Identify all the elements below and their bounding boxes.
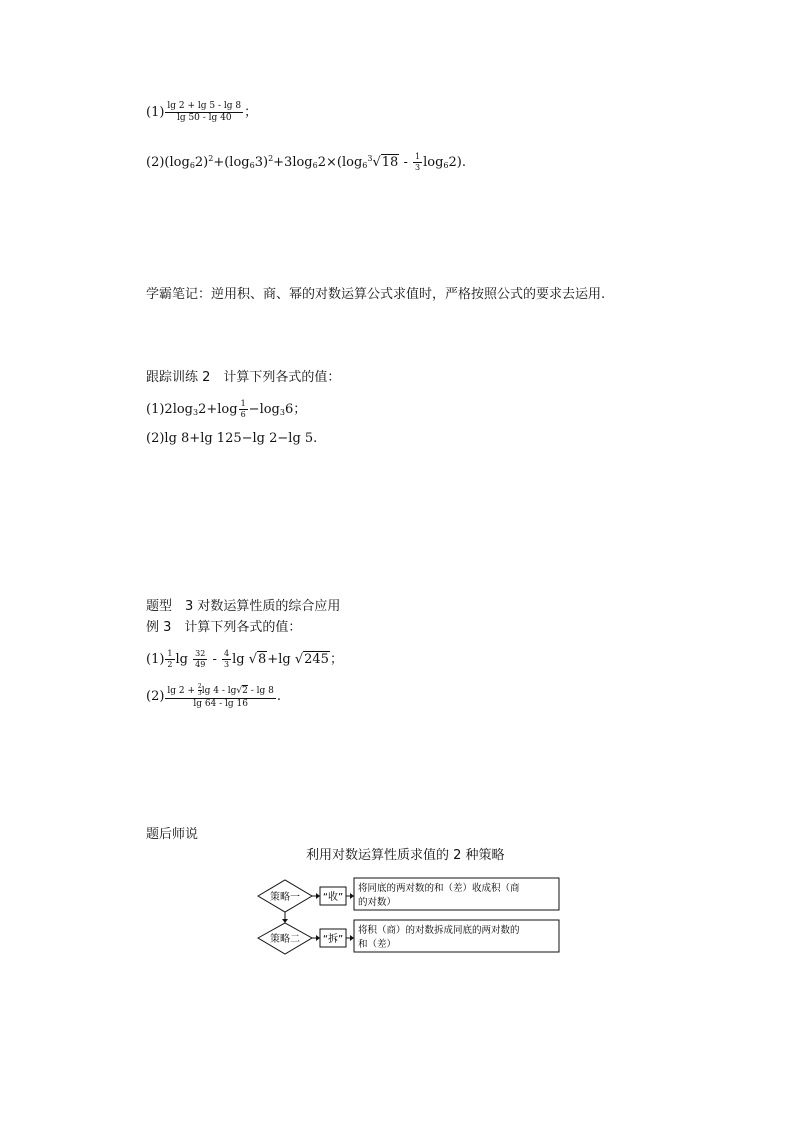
log-base: 3 xyxy=(193,408,199,417)
exponent: 2 xyxy=(208,154,214,163)
example-3-item-1 xyxy=(146,650,343,669)
arrow-3-head xyxy=(316,935,320,941)
strategy-1-label: 策略一 xyxy=(270,892,300,903)
expr-part: 2+log xyxy=(198,402,238,417)
strategy-title: 利用对数运算性质求值的 2 种策略 xyxy=(306,848,505,863)
radical: √18 xyxy=(372,155,399,170)
arrow-1-head xyxy=(316,893,320,899)
example-3-title: 例 3 计算下列各式的值： xyxy=(146,620,302,635)
connector-head xyxy=(282,919,288,923)
expr-part: +3log xyxy=(273,155,313,170)
log-base: 6 xyxy=(312,161,318,170)
expr-part: - lg 8 xyxy=(247,686,274,696)
log-base: 6 xyxy=(249,161,255,170)
item-label: (1) xyxy=(146,402,165,417)
numerator: 1 xyxy=(167,649,173,658)
section-3-title: 题型 3 对数运算性质的综合应用 xyxy=(146,599,341,614)
fraction xyxy=(222,650,231,669)
denominator: 2 xyxy=(167,660,173,669)
expr-part: +lg xyxy=(267,652,295,667)
expr-part: 2) xyxy=(194,155,209,170)
problem-1-item-2 xyxy=(146,151,466,174)
item-label: (1) xyxy=(146,652,165,667)
denominator: 3 xyxy=(197,690,202,697)
expr-part: +(log xyxy=(213,155,250,170)
denominator: lg 50 - lg 40 xyxy=(176,113,232,123)
numerator: 2 xyxy=(197,683,202,690)
expr-part: 6； xyxy=(284,402,307,417)
numerator: lg 2 + lg 5 - lg 8 xyxy=(167,101,242,111)
practice-2-item-2: (2)lg 8+lg 125−lg 2−lg 5. xyxy=(146,431,318,446)
action-2-label: “拆” xyxy=(322,934,344,945)
expr-part: (log xyxy=(164,155,190,170)
expr-part: - xyxy=(208,652,221,667)
expr-part: lg 4 - lg xyxy=(201,686,237,696)
fraction xyxy=(413,153,422,172)
study-note: 学霸笔记：逆用积、商、幂的对数运算公式求值时，严格按照公式的要求去运用. xyxy=(146,287,606,302)
expr-part: 3) xyxy=(254,155,269,170)
numerator: 1 xyxy=(414,152,421,161)
arrow-4-head xyxy=(350,935,354,941)
strategy-diagram xyxy=(250,874,570,958)
expr-part: lg xyxy=(175,652,193,667)
action-1-label: “收” xyxy=(322,892,344,903)
desc-2-line-2: 和（差） xyxy=(358,939,397,950)
item-label: (1) xyxy=(146,105,165,120)
arrow-2-head xyxy=(350,893,354,899)
numerator: 4 xyxy=(224,649,230,658)
denominator: 49 xyxy=(195,660,206,669)
log-base: 6 xyxy=(443,161,449,170)
radicand: 8 xyxy=(258,652,267,667)
numerator: 32 xyxy=(195,649,206,658)
denominator: 3 xyxy=(414,163,421,172)
radicand: 245 xyxy=(304,652,329,667)
expr-part: - xyxy=(399,155,412,170)
expr-part: ； xyxy=(329,652,343,667)
practice-2-item-1 xyxy=(146,400,306,421)
desc-1-line-2: 的对数） xyxy=(358,897,397,908)
root-index: 3 xyxy=(367,154,373,163)
radicand: 2 xyxy=(242,686,248,696)
fraction-base xyxy=(239,400,248,419)
expr-part: lg 2 + xyxy=(167,686,198,696)
expr-part: 2log xyxy=(164,402,193,417)
log-base: 6 xyxy=(362,161,368,170)
expr-part: lg xyxy=(232,652,249,667)
expr-part: log xyxy=(423,155,444,170)
fraction xyxy=(165,684,275,709)
expr-part: −log xyxy=(248,402,280,417)
radical: √2 xyxy=(236,686,248,696)
numerator xyxy=(165,684,275,699)
expr-part: 2×(log xyxy=(317,155,363,170)
radical: √245 xyxy=(294,652,329,667)
expr-part: 2). xyxy=(448,155,466,170)
denominator: 6 xyxy=(240,410,246,419)
example-3-item-2 xyxy=(146,684,281,709)
denominator: 3 xyxy=(224,660,230,669)
log-base: 6 xyxy=(189,161,195,170)
problem-1-item-1 xyxy=(146,102,257,123)
item-label: (2) xyxy=(146,155,165,170)
suffix: . xyxy=(276,689,282,704)
desc-1-line-1: 将同底的两对数的和（差）收成积（商 xyxy=(358,883,520,894)
radical: √8 xyxy=(248,652,267,667)
denominator: lg 64 - lg 16 xyxy=(193,699,248,709)
desc-2-line-1: 将积（商）的对数拆成同底的两对数的 xyxy=(358,925,520,936)
radicand: 18 xyxy=(381,155,399,170)
fraction xyxy=(165,650,174,669)
strategy-2-label: 策略二 xyxy=(270,934,300,945)
log-base: 3 xyxy=(279,408,285,417)
fraction xyxy=(165,102,243,123)
suffix: ； xyxy=(244,105,258,120)
item-label: (2) xyxy=(146,689,165,704)
fraction xyxy=(193,650,207,669)
practice-2-title: 跟踪训练 2 计算下列各式的值： xyxy=(146,370,341,385)
exponent: 2 xyxy=(268,154,274,163)
teacher-heading: 题后师说 xyxy=(146,827,199,842)
numerator: 1 xyxy=(240,399,246,408)
